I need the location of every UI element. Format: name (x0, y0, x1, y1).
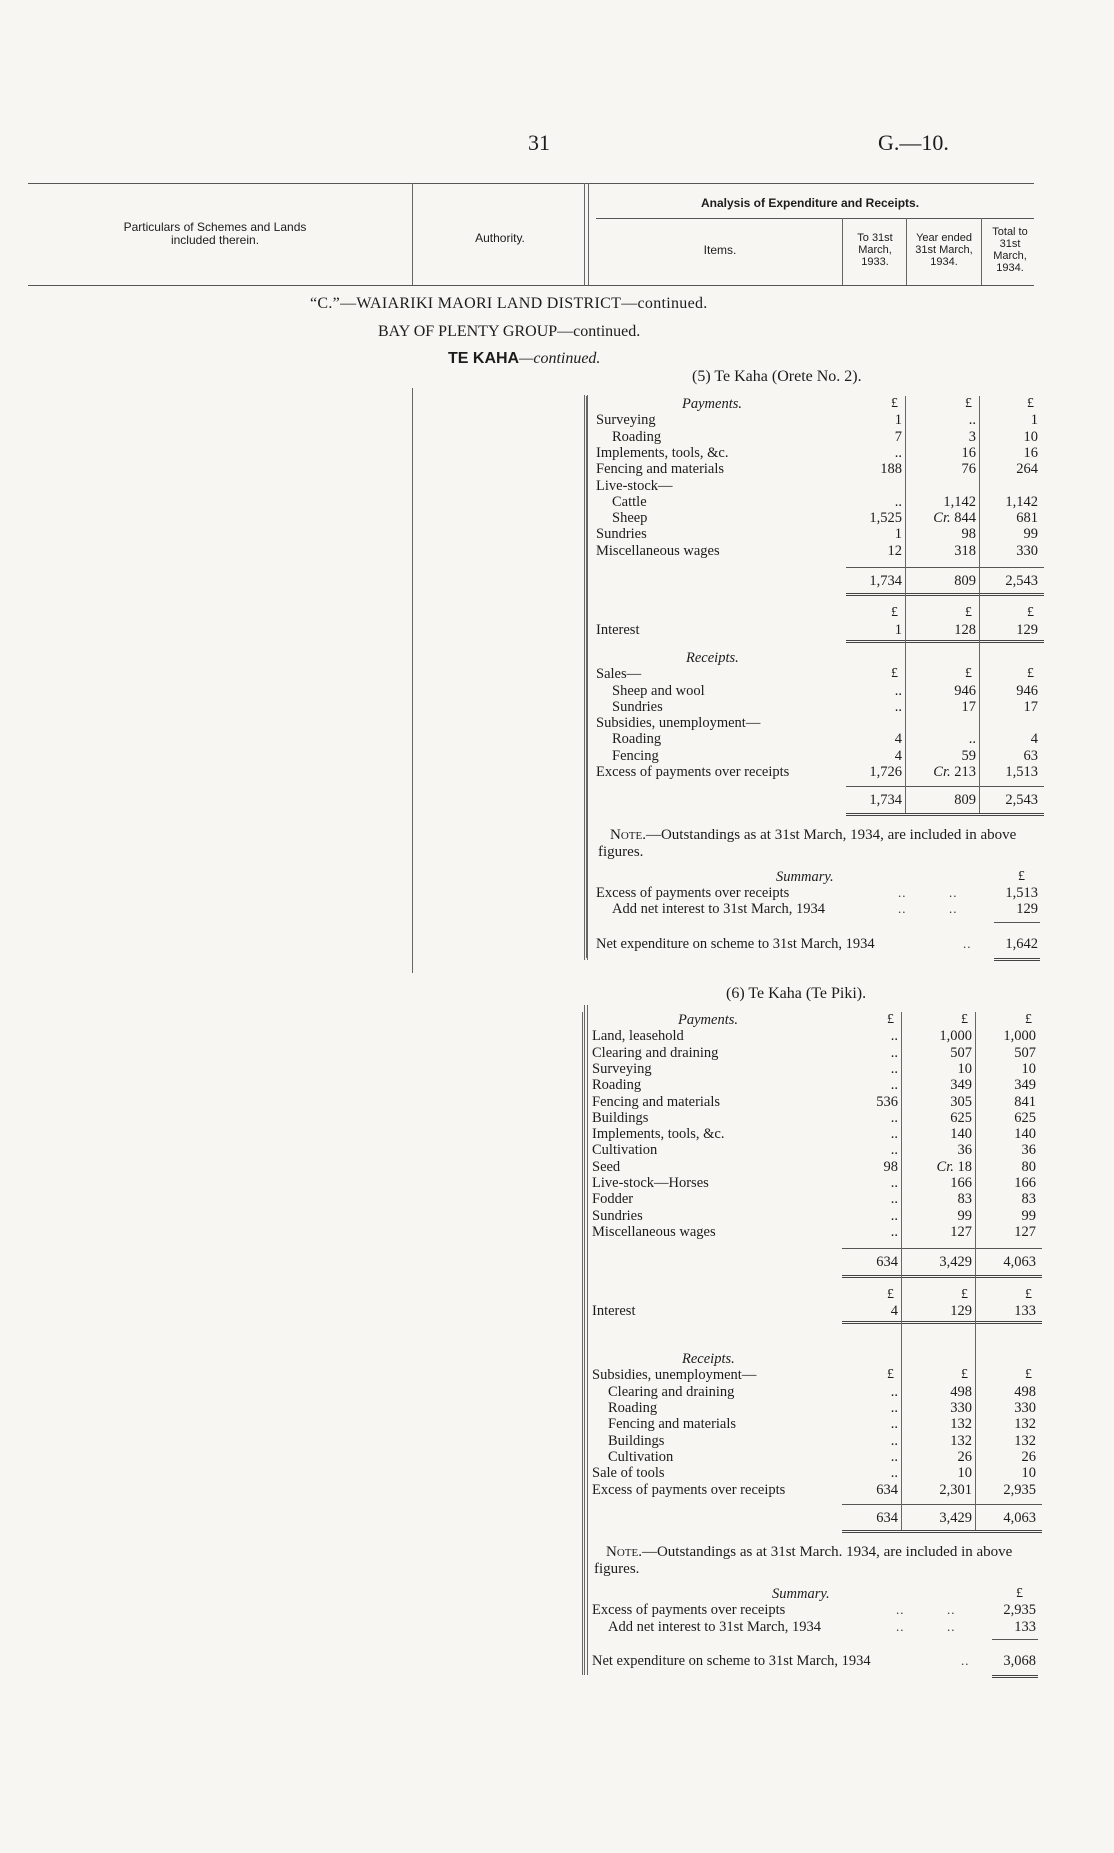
scheme6-payment-row-4-c1: 536 (876, 1093, 898, 1110)
scheme5-receipt-row-1-c1: .. (894, 682, 902, 699)
scheme5-payment-row-0-c1: 1 (894, 412, 902, 429)
scheme6-receipt-row-6-c2: 10 (957, 1465, 972, 1482)
scheme5-net-dots: .. (963, 935, 972, 951)
scheme6-payment-row-3-label: Roading (592, 1077, 642, 1094)
scheme6-payment-row-7-c1: .. (890, 1142, 898, 1159)
scheme5-interest-currency-2: £ (1027, 605, 1034, 621)
scheme5-payment-row-1-c1: 7 (894, 428, 902, 445)
scheme5-receipt-row-0-label: Sales— (596, 666, 642, 683)
scheme5-payments-total-1: 809 (954, 573, 976, 589)
group-heading (378, 323, 640, 341)
scheme6-net-label: Net expenditure on scheme to 31st March, 1934 (592, 1653, 871, 1669)
scheme6-payment-row-4-label: Fencing and materials (592, 1093, 721, 1110)
scheme6-receipt-row-3-c2: 132 (950, 1416, 972, 1433)
scheme5-receipts-total-rule (846, 813, 1044, 816)
scheme6-receipt-row-7-c2: 2,301 (939, 1481, 972, 1498)
scheme5-payment-row-3-c1: 188 (880, 461, 902, 478)
scheme5-payment-row-3-c2: 76 (961, 461, 976, 478)
scheme6-interest-currency-2: £ (1025, 1286, 1032, 1302)
scheme6-receipt-row-4-c3: 132 (1014, 1432, 1036, 1449)
scheme6-receipt-row-1-c2: 498 (950, 1383, 972, 1400)
scheme6-payment-row-2-c3: 10 (1021, 1060, 1036, 1077)
scheme6-receipt-row-3-c3: 132 (1014, 1416, 1036, 1433)
scheme6-net-dots: .. (961, 1653, 970, 1668)
scheme6-interest-rule (842, 1321, 1042, 1324)
scheme6-receipt-row-6-c1: .. (890, 1465, 898, 1482)
scheme5-left-rule (586, 396, 587, 958)
scheme6-payment-row-9-c3: 166 (1014, 1175, 1036, 1191)
scheme6-summary-row-1-label: Add net interest to 31st March, 1934 (608, 1618, 822, 1635)
scheme6-interest-currency-0: £ (887, 1286, 894, 1302)
header-items: Items. (703, 243, 737, 257)
scheme6-payment-row-3-c1: .. (890, 1077, 898, 1094)
scheme6-payment-row-2-c1: .. (890, 1060, 898, 1077)
scheme6-payment-row-9-c2: 166 (950, 1175, 972, 1191)
scheme6-payment-row-7-label: Cultivation (592, 1142, 658, 1159)
items-rule-s6-b (587, 1005, 588, 1675)
authority-column-rule (412, 388, 413, 973)
scheme6-receipt-row-2-c2: 330 (950, 1400, 972, 1416)
scheme6-payment-row-5-c3: 625 (1014, 1109, 1036, 1126)
scheme6-payment-row-12-c2: 127 (950, 1223, 972, 1240)
scheme6-payment-row-6-c1: .. (890, 1126, 898, 1143)
scheme5-payment-row-1-c3: 10 (1023, 428, 1038, 445)
items-rule-s5-b (587, 395, 588, 960)
scheme6-payment-row-1-c1: .. (890, 1044, 898, 1061)
scheme5-receipt-row-6-c1: 1,726 (869, 764, 902, 780)
scheme6-receipt-row-0-label: Subsidies, unemployment— (592, 1367, 757, 1384)
scheme6-interest-row-c3: 133 (1014, 1302, 1036, 1319)
scheme5-net-rule (994, 958, 1040, 961)
district-heading-text: “C.”—WAIARIKI MAORI LAND DISTRICT—continued. (310, 295, 708, 312)
scheme5-summary-row-0-value: 1,513 (1005, 884, 1038, 901)
scheme6-summary-currency: £ (1016, 1586, 1023, 1602)
scheme6-receipts-currency-2: £ (1025, 1367, 1032, 1383)
scheme5-receipt-row-5-label: Fencing (612, 747, 659, 764)
scheme5-payment-row-5-label: Cattle (612, 493, 647, 510)
header-col3: Total to 31st March, 1934. (992, 226, 1028, 274)
scheme5-receipt-row-3-label: Subsidies, unemployment— (596, 715, 761, 732)
scheme6-col-rule-1 (901, 1012, 902, 1530)
scheme6-payments-sum-rule (842, 1248, 1042, 1249)
scheme6-net-rule (992, 1675, 1038, 1678)
scheme5-receipt-row-2-c1: .. (894, 698, 902, 715)
scheme6-payment-row-7-c3: 36 (1021, 1142, 1036, 1159)
scheme6-receipt-row-3-label: Fencing and materials (608, 1416, 737, 1433)
scheme5-payment-row-2-c1: .. (894, 444, 902, 461)
scheme6-interest-currency-1: £ (961, 1286, 968, 1302)
scheme5-receipt-row-4-label: Roading (612, 731, 662, 748)
scheme6-payments-total-2: 4,063 (1003, 1254, 1036, 1271)
scheme6-receipt-row-3-c1: .. (890, 1416, 898, 1433)
scheme5-receipt-row-6-label: Excess of payments over receipts (596, 764, 790, 780)
scheme5-receipt-row-1-label: Sheep and wool (612, 682, 705, 699)
scheme5-payments-heading: Payments. (682, 396, 742, 412)
scheme6-payment-row-10-label: Fodder (592, 1191, 634, 1208)
header-col1: To 31st March, 1933. (857, 232, 893, 268)
scheme6-payment-row-4-c3: 841 (1014, 1093, 1036, 1110)
scheme5-col-rule-1 (905, 396, 906, 813)
scheme6-payment-row-0-c3: 1,000 (1003, 1028, 1036, 1045)
scheme5-payment-row-5-c2: 1,142 (943, 493, 976, 510)
scheme5-receipt-row-5-c2: 59 (961, 747, 976, 764)
scheme5-payment-row-7-c2: 98 (961, 526, 976, 543)
scheme6-receipts-total-2: 4,063 (1003, 1509, 1036, 1526)
scheme5-payment-row-0-c2: .. (968, 412, 976, 429)
scheme5-payment-row-8-label: Miscellaneous wages (596, 542, 720, 559)
scheme5-receipts-total-1: 809 (954, 792, 976, 809)
scheme6-receipts-currency-1: £ (961, 1367, 968, 1383)
scheme5-receipt-row-4-c3: 4 (1030, 731, 1038, 748)
scheme6-receipt-row-5-c1: .. (890, 1448, 898, 1465)
scheme5-receipt-row-2-label: Sundries (612, 698, 663, 715)
scheme5-summary-row-1-dots: .. .. (898, 901, 958, 917)
scheme6-payments-heading: Payments. (678, 1012, 738, 1028)
scheme6-payment-row-3-c2: 349 (950, 1077, 972, 1094)
scheme6-summary-heading: Summary. (772, 1586, 830, 1603)
scheme5-payment-row-5-c3: 1,142 (1005, 493, 1038, 510)
scheme5-receipt-row-1-c3: 946 (1016, 682, 1038, 699)
scheme5-receipt-row-6-c3: 1,513 (1005, 764, 1038, 780)
scheme6-payment-row-5-c2: 625 (950, 1109, 972, 1126)
scheme6-payment-row-9-label: Live-stock—Horses (592, 1175, 709, 1191)
scheme6-summary-row-1-value: 133 (1014, 1618, 1036, 1635)
scheme6-payments-total-rule (842, 1275, 1042, 1278)
col-rule-2 (584, 183, 585, 285)
scheme5-payment-row-3-label: Fencing and materials (596, 461, 725, 478)
scheme6-col-rule-2 (975, 1012, 976, 1530)
col-rule-4 (906, 218, 907, 285)
scheme5-payment-row-6-c1: 1,525 (869, 510, 902, 527)
col-rule-5 (981, 218, 982, 285)
scheme5-interest-row-c2: 128 (954, 621, 976, 638)
scheme5-interest-row-c1: 1 (894, 621, 902, 638)
page-reference: G.—10. (878, 130, 949, 155)
scheme6-payment-row-6-label: Implements, tools, &c. (592, 1126, 725, 1143)
scheme6-payment-row-12-label: Miscellaneous wages (592, 1223, 716, 1240)
scheme6-payment-row-11-c1: .. (890, 1207, 898, 1224)
scheme6-payment-row-2-label: Surveying (592, 1060, 652, 1077)
scheme6-receipts-currency-0: £ (887, 1367, 894, 1383)
scheme5-summary-heading: Summary. (776, 868, 834, 885)
scheme5-payments-total-0: 1,734 (869, 573, 902, 589)
scheme6-payment-row-5-c1: .. (890, 1109, 898, 1126)
scheme6-receipt-row-7-c3: 2,935 (1003, 1481, 1036, 1498)
scheme6-receipt-row-7-label: Excess of payments over receipts (592, 1481, 786, 1498)
scheme6-receipt-row-6-label: Sale of tools (592, 1465, 665, 1482)
scheme5-receipts-sum-rule (846, 786, 1044, 787)
scheme5-receipts-currency-0: £ (891, 666, 898, 682)
scheme6-receipt-row-5-c2: 26 (957, 1448, 972, 1465)
scheme5-receipts-currency-2: £ (1027, 666, 1034, 682)
scheme5-summary-rule (994, 922, 1040, 923)
scheme5-receipt-row-1-c2: 946 (954, 682, 976, 699)
scheme5-interest-currency-1: £ (965, 605, 972, 621)
scheme6-payment-row-11-label: Sundries (592, 1207, 643, 1224)
scheme5-receipts-heading: Receipts. (686, 649, 739, 666)
scheme6-left-rule (582, 1012, 583, 1675)
scheme6-payment-row-6-c2: 140 (950, 1126, 972, 1143)
scheme6-payment-row-8-label: Seed (592, 1158, 621, 1175)
header-authority: Authority. (475, 231, 525, 245)
scheme6-payment-row-12-c1: .. (890, 1223, 898, 1240)
scheme6-payment-row-11-c3: 99 (1021, 1207, 1036, 1224)
scheme5-payment-row-2-c2: 16 (961, 444, 976, 461)
scheme5-summary-row-1-value: 129 (1016, 901, 1038, 918)
scheme6-payment-row-7-c2: 36 (957, 1142, 972, 1159)
scheme6-summary-row-0-value: 2,935 (1003, 1602, 1036, 1619)
scheme5-receipt-row-5-c1: 4 (894, 747, 902, 764)
scheme5-interest-currency-0: £ (891, 605, 898, 621)
scheme5-payment-row-4-label: Live-stock— (596, 477, 673, 494)
scheme5-receipt-row-4-c2: .. (968, 731, 976, 748)
scheme6-net-value: 3,068 (1003, 1653, 1036, 1669)
scheme5-interest-row-label: Interest (596, 621, 640, 638)
scheme6-payment-row-10-c2: 83 (957, 1191, 972, 1208)
scheme5-receipt-row-4-c1: 4 (894, 731, 902, 748)
scheme5-receipt-row-2-c2: 17 (961, 698, 976, 715)
scheme6-payment-row-8-c2: Cr. 18 (936, 1158, 972, 1175)
district-heading (310, 295, 708, 313)
header-col2: Year ended 31st March, 1934. (915, 232, 973, 268)
scheme6-interest-row-c1: 4 (890, 1302, 898, 1319)
scheme5-payment-row-6-c2: Cr. 844 (933, 510, 976, 527)
scheme6-summary-row-0-dots: .. .. (896, 1602, 956, 1618)
col-rule-3 (842, 218, 843, 285)
scheme5-summary-row-0-label: Excess of payments over receipts (596, 884, 790, 901)
scheme5-payment-row-2-c3: 16 (1023, 444, 1038, 461)
scheme5-payment-row-0-c3: 1 (1030, 412, 1038, 429)
scheme6-receipt-row-2-c1: .. (890, 1400, 898, 1416)
scheme5-note: Note.—Outstandings as at 31st March, 1934, are included in above figures. (598, 826, 1017, 860)
scheme6-receipts-total-0: 634 (876, 1509, 898, 1526)
scheme5-payment-row-8-c2: 318 (954, 542, 976, 559)
scheme5-summary-row-0-dots: .. .. (898, 884, 958, 900)
scheme6-receipt-row-4-label: Buildings (608, 1432, 665, 1449)
scheme5-currency-0: £ (891, 396, 898, 411)
scheme6-receipt-row-1-c3: 498 (1014, 1383, 1036, 1400)
scheme6-currency-1: £ (961, 1012, 968, 1027)
scheme6-payment-row-1-label: Clearing and draining (592, 1044, 719, 1061)
scheme5-payment-row-1-label: Roading (612, 428, 662, 445)
area-heading (448, 350, 600, 368)
scheme6-receipt-row-4-c1: .. (890, 1432, 898, 1449)
scheme6-summary-rule (992, 1639, 1038, 1640)
scheme6-payment-row-0-c2: 1,000 (939, 1028, 972, 1045)
scheme5-interest-row-c3: 129 (1016, 621, 1038, 638)
items-rule-s5-a (584, 395, 585, 960)
items-rule-s6-a (584, 1005, 585, 1675)
scheme6-payment-row-8-c3: 80 (1021, 1158, 1036, 1175)
scheme5-payment-row-7-c1: 1 (894, 526, 902, 543)
scheme5-payments-total-2: 2,543 (1005, 573, 1038, 589)
scheme5-receipt-row-2-c3: 17 (1023, 698, 1038, 715)
scheme6-payments-total-0: 634 (876, 1254, 898, 1271)
scheme5-payment-row-2-label: Implements, tools, &c. (596, 444, 729, 461)
header-particulars: Particulars of Schemes and Lands included therein. (123, 220, 307, 247)
scheme6-receipt-row-7-c1: 634 (876, 1481, 898, 1498)
scheme5-interest-rule (846, 640, 1044, 643)
scheme6-receipt-row-5-label: Cultivation (608, 1448, 674, 1465)
scheme6-receipt-row-1-label: Clearing and draining (608, 1383, 735, 1400)
scheme6-receipt-row-1-c1: .. (890, 1383, 898, 1400)
analysis-rule (596, 218, 1034, 219)
scheme6-payment-row-9-c1: .. (890, 1175, 898, 1191)
scheme6-payment-row-1-c2: 507 (950, 1044, 972, 1061)
col-rule-1 (412, 183, 413, 285)
scheme6-payment-row-4-c2: 305 (950, 1093, 972, 1110)
scheme6-payment-row-0-c1: .. (890, 1028, 898, 1045)
scheme5-receipts-total-0: 1,734 (869, 792, 902, 809)
area-heading-bold: TE KAHA (448, 350, 520, 367)
scheme6-receipt-row-6-c3: 10 (1021, 1465, 1036, 1482)
scheme5-receipt-row-6-c2: Cr. 213 (933, 764, 976, 780)
scheme6-payment-row-3-c3: 349 (1014, 1077, 1036, 1094)
scheme5-net-label: Net expenditure on scheme to 31st March, 1934 (596, 935, 875, 952)
scheme5-summary-row-1-label: Add net interest to 31st March, 1934 (612, 901, 826, 918)
page-number: 31 (528, 130, 550, 155)
header-analysis: Analysis of Expenditure and Receipts. (700, 196, 920, 210)
scheme5-payment-row-8-c3: 330 (1016, 542, 1038, 559)
scheme5-title-text: (5) Te Kaha (Orete No. 2). (692, 368, 862, 385)
scheme6-payment-row-10-c1: .. (890, 1191, 898, 1208)
scheme6-payment-row-0-label: Land, leasehold (592, 1028, 684, 1045)
scheme5-payment-row-5-c1: .. (894, 493, 902, 510)
scheme5-col-rule-2 (979, 396, 980, 813)
scheme6-payment-row-5-label: Buildings (592, 1109, 649, 1126)
scheme6-receipt-row-2-label: Roading (608, 1400, 658, 1416)
scheme6-payment-row-6-c3: 140 (1014, 1126, 1036, 1143)
scheme6-interest-row-label: Interest (592, 1302, 636, 1319)
scheme6-receipt-row-2-c3: 330 (1014, 1400, 1036, 1416)
scheme5-payment-row-1-c2: 3 (968, 428, 976, 445)
scheme5-currency-1: £ (965, 396, 972, 411)
scheme5-receipt-row-5-c3: 63 (1023, 747, 1038, 764)
scheme5-payment-row-0-label: Surveying (596, 412, 656, 429)
scheme6-payment-row-1-c3: 507 (1014, 1044, 1036, 1061)
scheme6-payment-row-10-c3: 83 (1021, 1191, 1036, 1208)
header-bottom-rule (28, 285, 1034, 286)
scheme6-title-text: (6) Te Kaha (Te Piki). (726, 985, 867, 1002)
col-rule-2b (588, 183, 589, 285)
scheme6-receipt-row-4-c2: 132 (950, 1432, 972, 1449)
scheme5-payment-row-6-c3: 681 (1016, 510, 1038, 527)
scheme5-title (692, 368, 862, 386)
scheme5-net-value: 1,642 (1005, 935, 1038, 952)
scheme6-currency-2: £ (1025, 1012, 1032, 1027)
scheme6-interest-row-c2: 129 (950, 1302, 972, 1319)
scheme5-currency-2: £ (1027, 396, 1034, 411)
scheme5-payment-row-6-label: Sheep (612, 510, 648, 527)
area-heading-rest: —continued. (519, 350, 601, 367)
scheme5-payments-total-rule (846, 593, 1044, 596)
scheme6-summary-row-1-dots: .. .. (896, 1618, 956, 1634)
scheme6-receipts-total-1: 3,429 (939, 1509, 972, 1526)
scheme5-payment-row-3-c3: 264 (1016, 461, 1038, 478)
scheme6-summary-row-0-label: Excess of payments over receipts (592, 1602, 786, 1619)
scheme6-receipts-heading: Receipts. (682, 1351, 735, 1368)
scheme6-title (726, 985, 866, 1003)
header-top-rule (28, 183, 1034, 184)
scheme6-payments-total-1: 3,429 (939, 1254, 972, 1271)
scheme6-receipt-row-5-c3: 26 (1021, 1448, 1036, 1465)
scheme6-receipts-total-rule (842, 1530, 1042, 1533)
scheme6-note: Note.—Outstandings as at 31st March. 1934, are included in above figures. (594, 1544, 1013, 1578)
scheme5-payment-row-7-c3: 99 (1023, 526, 1038, 543)
group-heading-text: BAY OF PLENTY GROUP—continued. (378, 323, 641, 340)
scheme5-payment-row-8-c1: 12 (887, 542, 902, 559)
scheme5-payments-sum-rule (846, 567, 1044, 568)
scheme6-currency-0: £ (887, 1012, 894, 1027)
scheme5-receipts-currency-1: £ (965, 666, 972, 682)
scheme6-payment-row-11-c2: 99 (957, 1207, 972, 1224)
scheme5-payment-row-7-label: Sundries (596, 526, 647, 543)
scheme5-receipts-total-2: 2,543 (1005, 792, 1038, 809)
scheme6-receipts-sum-rule (842, 1504, 1042, 1505)
scheme5-summary-currency: £ (1018, 868, 1025, 884)
scheme6-payment-row-8-c1: 98 (883, 1158, 898, 1175)
scheme6-payment-row-12-c3: 127 (1014, 1223, 1036, 1240)
scheme6-payment-row-2-c2: 10 (957, 1060, 972, 1077)
